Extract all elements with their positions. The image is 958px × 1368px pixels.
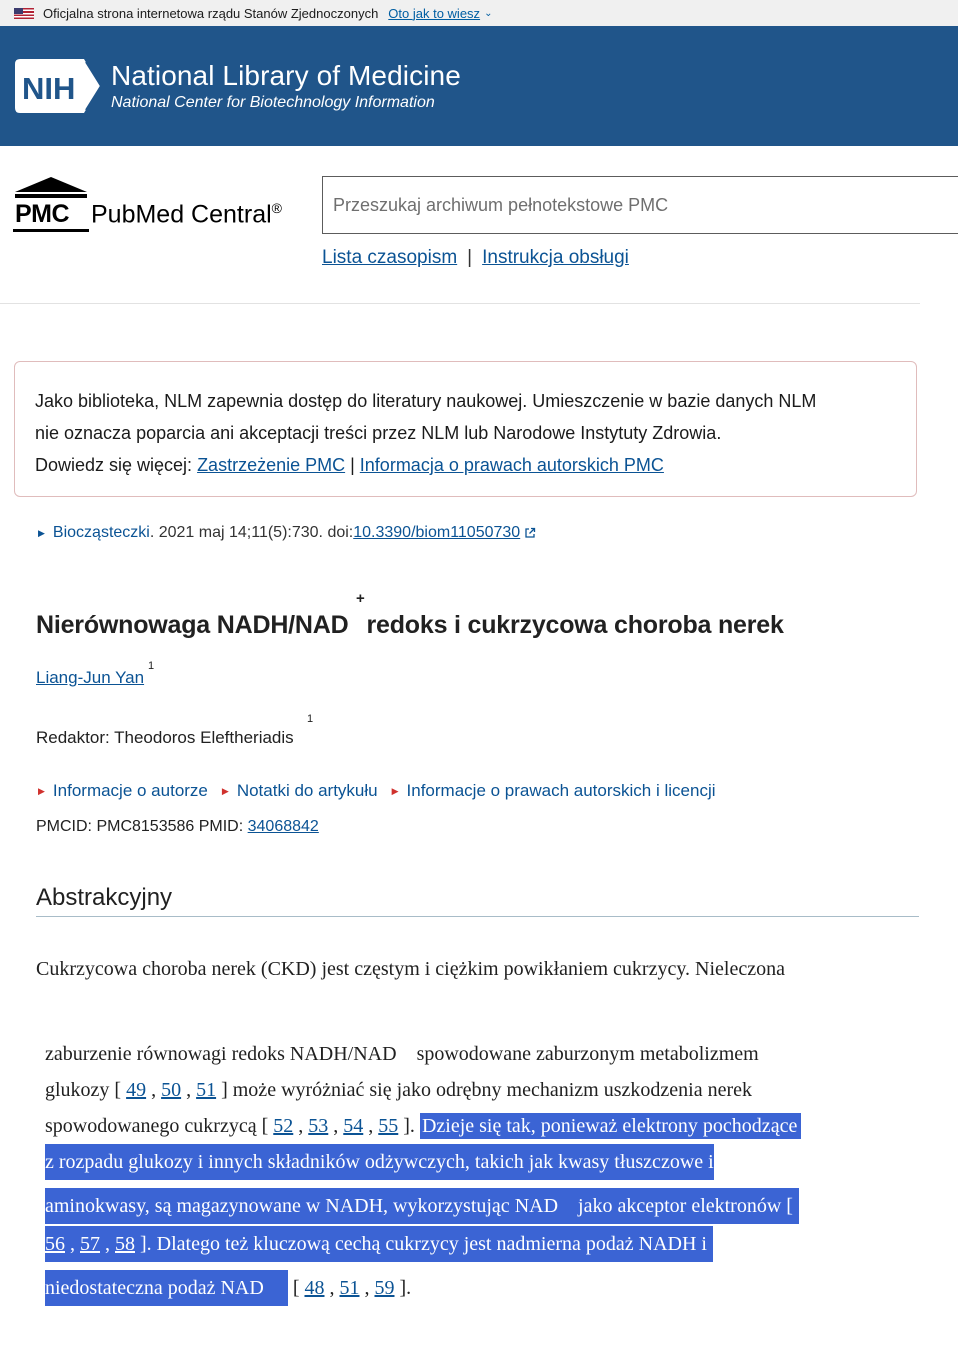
pmid-link[interactable]: 34068842 <box>247 818 319 835</box>
journal-list-link[interactable]: Lista czasopism <box>322 247 458 268</box>
pmc-logo[interactable] <box>13 176 313 236</box>
notice-line-1: Jako biblioteka, NLM zapewnia dostęp do literatury naukowej. Umieszczenie w bazie danych NLM <box>35 391 817 411</box>
ref-link[interactable]: 50 <box>161 1079 182 1101</box>
article-title-superscript: + <box>356 590 365 607</box>
author-affiliation-sup[interactable]: 1 <box>148 660 155 672</box>
article-notes-toggle[interactable]: ▶ Notatki do artykułu <box>221 781 378 800</box>
external-link-icon[interactable] <box>524 527 536 539</box>
nih-logo-icon[interactable] <box>14 58 102 114</box>
nih-header <box>0 26 958 146</box>
abstract-line-4-selected[interactable]: z rozpadu glukozy i innych składników odżywczych, takich jak kwasy tłuszczowe i <box>45 1144 714 1180</box>
abstract-heading: Abstrakcyjny <box>36 884 173 911</box>
citation-details: . 2021 maj 14;11(5):730. doi: <box>149 524 354 541</box>
header-divider <box>0 303 920 304</box>
ncbi-subtitle: National Center for Biotechnology Information <box>111 94 435 111</box>
author-info-toggle[interactable]: ▶ Informacje o autorze <box>38 781 208 800</box>
us-flag-icon <box>14 8 34 19</box>
pmc-disclaimer-link[interactable]: Zastrzeżenie PMC <box>197 455 346 475</box>
notice-line-2: nie oznacza poparcia ani akceptacji treści przez NLM lub Narodowe Instytuty Zdrowia. <box>35 423 722 443</box>
author-link[interactable]: Liang-Jun Yan <box>36 668 145 687</box>
pmc-search-input[interactable]: Przeszukaj archiwum pełnotekstowe PMC <box>322 176 958 234</box>
abstract-divider <box>36 916 919 917</box>
nad-plus-superscript: + <box>305 1260 313 1275</box>
abstract-line-1: zaburzenie równowagi redoks NADH/NAD spowodowane zaburzonym metabolizmem <box>45 1043 759 1065</box>
svg-text:NIH: NIH <box>22 71 76 106</box>
pmc-logo-underline <box>13 229 89 232</box>
pmc-copyright-link[interactable]: Informacja o prawach autorskich PMC <box>359 455 664 475</box>
ref-link[interactable]: 55 <box>378 1115 399 1137</box>
abstract-line-3: spowodowanego cukrzycą [ 52 , 53 , 54 , 55 ]. Dzieje się tak, ponieważ elektrony pochodzące <box>45 1108 801 1144</box>
abstract-first-line: Cukrzycowa choroba nerek (CKD) jest częstym i ciężkim powikłaniem cukrzycy. Nieleczona <box>36 958 785 980</box>
author-line <box>36 668 144 688</box>
copyright-license-toggle[interactable]: ▶ Informacje o prawach autorskich i licencji <box>391 781 716 800</box>
article-ids: PMCID: PMC8153586 PMID: 34068842 <box>36 818 319 835</box>
ref-link[interactable]: 48 <box>304 1277 325 1299</box>
ref-link[interactable]: 57 <box>80 1233 100 1255</box>
ref-link[interactable]: 56 <box>45 1233 65 1255</box>
selected-text[interactable]: niedostateczna podaż NAD <box>45 1270 288 1306</box>
gov-banner <box>0 0 958 26</box>
ref-link[interactable]: 54 <box>343 1115 364 1137</box>
user-guide-link[interactable]: Instrukcja obsługi <box>482 247 629 268</box>
gov-banner-text: Oficjalna strona internetowa rządu Stanów Zjednoczonych <box>43 5 379 21</box>
triangle-right-icon: ▶ <box>221 785 229 796</box>
pmc-roof-icon <box>13 176 89 200</box>
article-title: Nierównowaga NADH/NAD redoks i cukrzycowa choroba nerek <box>36 611 784 639</box>
triangle-right-icon: ▶ <box>391 785 399 796</box>
article-info-links <box>38 781 730 801</box>
abstract-line-7: niedostateczna podaż NAD [ 48 , 51 , 59 ]. <box>45 1270 411 1306</box>
notice-line-3: Dowiedz się więcej: Zastrzeżenie PMC | Informacja o prawach autorskich PMC <box>35 455 664 475</box>
nlm-title[interactable]: National Library of Medicine <box>111 60 461 91</box>
sublinks-separator: | <box>467 247 473 268</box>
ref-link[interactable]: 51 <box>339 1277 360 1299</box>
triangle-right-icon: ▶ <box>38 785 45 796</box>
abstract-line-5-selected[interactable]: aminokwasy, są magazynowane w NADH, wykorzystując NAD jako akceptor elektronów [ <box>45 1188 799 1224</box>
ref-link[interactable]: 49 <box>126 1079 147 1101</box>
citation-line <box>38 524 536 542</box>
ref-link[interactable]: 52 <box>273 1115 294 1137</box>
triangle-right-icon[interactable]: ▶ <box>38 527 45 538</box>
nlm-disclaimer-notice <box>14 361 917 497</box>
doi-link[interactable]: 10.3390/biom11050730 <box>353 524 521 541</box>
abstract-line-6-selected[interactable]: 56 , 57 , 58 ]. Dlatego też kluczową cechą cukrzycy jest nadmierna podaż NADH i <box>45 1226 713 1262</box>
chevron-down-icon[interactable]: ⌄ <box>484 7 493 19</box>
pmc-sublinks <box>322 247 629 269</box>
gov-banner-howto-link[interactable]: Oto jak to wiesz <box>388 5 481 21</box>
ref-link[interactable]: 58 <box>115 1233 135 1255</box>
ref-link[interactable]: 59 <box>374 1277 395 1299</box>
nad-plus-superscript: + <box>632 1177 640 1192</box>
ref-link[interactable]: 51 <box>196 1079 217 1101</box>
pmc-logo-abbr: PMC <box>15 200 70 228</box>
editor-affiliation-sup[interactable]: 1 <box>307 713 314 725</box>
selected-text[interactable]: Dzieje się tak, ponieważ elektrony pochodzące <box>420 1113 801 1139</box>
ref-link[interactable]: 53 <box>308 1115 329 1137</box>
editor-line: Redaktor: Theodoros Eleftheriadis <box>36 728 294 747</box>
journal-link[interactable]: Biocząsteczki <box>52 524 150 541</box>
abstract-line-2: glukozy [ 49 , 50 , 51 ] może wyróżniać się jako odrębny mechanizm uszkodzenia nerek <box>45 1079 752 1101</box>
pmc-logo-name: PubMed Central® <box>91 200 282 229</box>
